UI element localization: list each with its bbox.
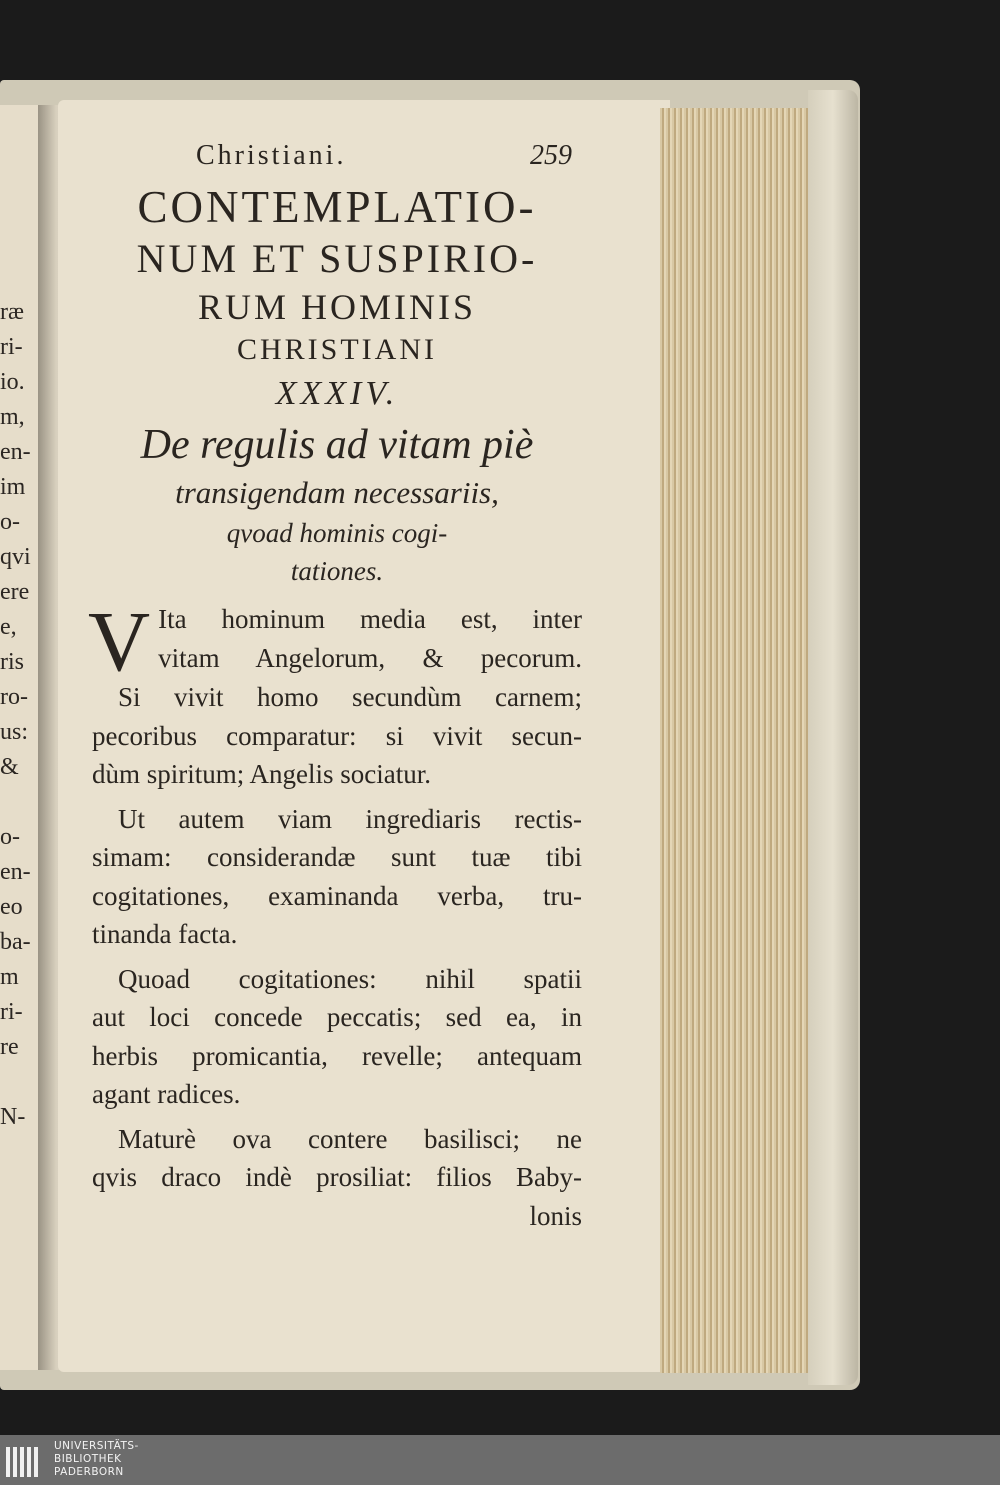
paragraph-4 [92, 1120, 582, 1236]
paragraph-1 [88, 593, 582, 794]
logo-line: BIBLIOTHEK [54, 1453, 122, 1465]
text-line: pecoribus comparatur: si vivit secun- [92, 720, 582, 751]
text-line: qvis draco indè prosiliat: filios Baby- [92, 1162, 582, 1192]
left-page-fragment: N- [0, 1104, 26, 1130]
paragraph-2 [92, 800, 582, 954]
left-page-fragment: us: [0, 719, 29, 745]
text-line: Maturè ova contere basilisci; ne [118, 1123, 582, 1154]
text-line: Si vivit homo secundùm carnem; [118, 682, 582, 712]
left-page-fragment: e, [0, 614, 17, 640]
text-line: cogitationes, examinanda verba, tru- [92, 880, 582, 911]
subtitle-line-4: tationes. [290, 556, 384, 586]
text-line: Ut autem viam ingrediaris rectis- [118, 803, 582, 834]
left-page-fragment: eo [0, 894, 23, 920]
running-head [92, 140, 582, 180]
library-logo-text [54, 1440, 139, 1479]
page-number: 259 [530, 140, 572, 171]
running-head-title: Christiani. [196, 140, 347, 171]
text-line: dùm spiritum; Angelis sociatur. [92, 759, 431, 789]
text-line: aut loci concede peccatis; sed ea, in [92, 1002, 582, 1032]
title-line-3: RUM HOMINIS [197, 287, 477, 327]
left-page-fragment: io. [0, 369, 25, 395]
left-page-fragment: m [0, 964, 19, 990]
library-logo-icon [6, 1443, 44, 1477]
left-page-fragment: re [0, 1034, 19, 1060]
left-page-text [0, 295, 42, 1135]
title-line-1: CONTEMPLATIO- [137, 182, 537, 232]
left-page-fragment: ere [0, 579, 30, 605]
left-page-fragment: en- [0, 439, 31, 465]
title-line-4: CHRISTIANI [237, 333, 437, 366]
left-page-fragment [0, 1065, 42, 1100]
text-line: agant radices. [92, 1079, 241, 1109]
catchword: lonis [529, 1200, 582, 1231]
left-page-fragment: o- [0, 509, 20, 535]
left-page-fragment: im [0, 474, 26, 500]
left-page-fragment: ris [0, 649, 24, 675]
subtitle-line-2: transigendam necessariis, [175, 475, 499, 510]
left-page-fragment: & [0, 754, 19, 780]
left-page-fragment: ri- [0, 999, 23, 1025]
drop-cap: V [88, 593, 151, 689]
left-page-fragment: qvi [0, 544, 31, 570]
left-page-fragment [0, 785, 42, 820]
logo-line: UNIVERSITÄTS- [54, 1440, 139, 1452]
left-page-fragment: ba- [0, 929, 31, 955]
left-page-fragment: ri- [0, 334, 23, 360]
text-line: tinanda facta. [92, 919, 238, 949]
page-text-block [88, 140, 582, 1241]
chapter-number: XXXIV. [275, 375, 399, 412]
text-line: vitam Angelorum, & pecorum. [158, 642, 582, 673]
paragraph-3 [92, 960, 582, 1114]
text-line: Quoad cogitationes: nihil spatii [118, 963, 582, 994]
left-page-fragment: m, [0, 404, 25, 430]
text-line: Ita hominum media est, inter [158, 604, 582, 634]
left-page-fragment: ræ [0, 299, 24, 325]
body-text [88, 593, 582, 1235]
page-edges [660, 108, 810, 1373]
library-footer [0, 1435, 1000, 1485]
subtitle-line-3: qvoad hominis cogi- [226, 518, 448, 548]
text-line: simam: considerandæ sunt tuæ tibi [92, 842, 582, 872]
book-spine-edge [808, 90, 858, 1385]
logo-line: PADERBORN [54, 1466, 124, 1478]
left-page [0, 105, 42, 1370]
left-page-fragment: en- [0, 859, 31, 885]
subtitle-line-1: De regulis ad vitam piè [140, 422, 534, 468]
left-page-fragment: o- [0, 824, 20, 850]
title-line-2: NUM ET SUSPIRIO- [136, 236, 538, 281]
left-page-fragment: ro- [0, 684, 28, 710]
text-line: herbis promicantia, revelle; antequam [92, 1040, 582, 1071]
